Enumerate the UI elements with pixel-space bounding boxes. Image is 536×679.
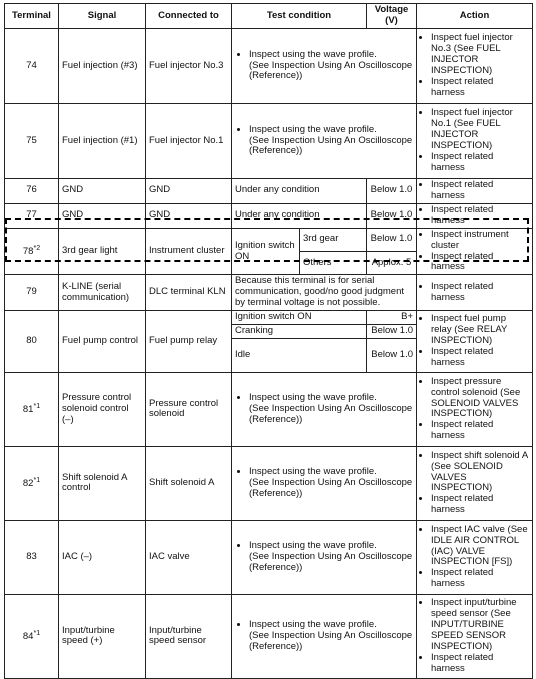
test-step: • Inspect using the wave profile. bbox=[249, 620, 413, 631]
test-condition-cell bbox=[232, 29, 417, 104]
terminal-number-cell bbox=[5, 372, 59, 446]
header-signal: Signal bbox=[59, 4, 146, 29]
connected-cell: Fuel pump relay bbox=[146, 311, 232, 373]
header-test-condition: Test condition bbox=[232, 4, 367, 29]
connected-cell: DLC terminal KLN bbox=[146, 275, 232, 311]
test-condition-cell bbox=[232, 520, 417, 594]
test-reference: (See Inspection Using An Oscilloscope (Reference)) bbox=[249, 134, 413, 157]
header-terminal: Terminal bbox=[5, 4, 59, 29]
terminal-table-container bbox=[4, 3, 532, 679]
signal-cell: Fuel injection (#3) bbox=[59, 29, 146, 104]
table-row bbox=[5, 446, 533, 520]
test-condition-cell: Ignition switch ON bbox=[232, 228, 300, 275]
terminal-table bbox=[4, 3, 533, 679]
terminal-number-cell bbox=[5, 594, 59, 678]
connected-cell: GND bbox=[146, 179, 232, 204]
test-condition-cell: Ignition switch ON bbox=[232, 311, 367, 325]
connected-cell: Shift solenoid A bbox=[146, 446, 232, 520]
connected-cell: Instrument cluster bbox=[146, 228, 232, 275]
voltage-cell: Below 1.0 bbox=[367, 325, 417, 339]
table-row bbox=[5, 372, 533, 446]
test-condition-cell bbox=[232, 594, 417, 678]
test-reference: (See Inspection Using An Oscilloscope (Reference)) bbox=[249, 630, 413, 652]
header-row bbox=[5, 4, 533, 29]
signal-cell: Input/turbine speed (+) bbox=[59, 594, 146, 678]
action-cell bbox=[417, 275, 533, 311]
connected-cell: Pressure control solenoid bbox=[146, 372, 232, 446]
terminal-footnote: *1 bbox=[33, 402, 41, 410]
terminal-number: 74 bbox=[5, 29, 59, 104]
action-item: • Inspect IAC valve (See IDLE AIR CONTROL (IAC) VALVE INSPECTION [FS]) bbox=[431, 525, 529, 569]
header-voltage: Voltage (V) bbox=[367, 4, 417, 29]
action-item: • Inspect pressure control solenoid (See SOLENOID VALVES INSPECTION) bbox=[431, 377, 529, 421]
action-cell bbox=[417, 228, 533, 275]
test-condition-cell: Cranking bbox=[232, 325, 367, 339]
connected-cell: IAC valve bbox=[146, 520, 232, 594]
signal-cell: Fuel injection (#1) bbox=[59, 104, 146, 179]
action-item: • Inspect related harness bbox=[431, 205, 529, 227]
voltage-cell: Applox. 5 bbox=[367, 252, 417, 275]
table-row bbox=[5, 311, 533, 325]
action-item: • Inspect fuel pump relay (See RELAY INSPECTION) bbox=[431, 314, 529, 347]
action-item: • Inspect related harness bbox=[431, 252, 529, 274]
table-row bbox=[5, 594, 533, 678]
action-item: • Inspect input/turbine speed sensor (See INPUT/TURBINE SPEED SENSOR INSPECTION) bbox=[431, 598, 529, 653]
connected-cell: Input/turbine speed sensor bbox=[146, 594, 232, 678]
test-condition-cell bbox=[232, 372, 417, 446]
action-item: • Inspect related harness bbox=[431, 180, 529, 202]
test-condition-cell: Under any condition bbox=[232, 203, 367, 228]
terminal-number: 78 bbox=[22, 246, 34, 258]
terminal-number: 77 bbox=[5, 203, 59, 228]
test-reference: (See Inspection Using An Oscilloscope (Reference)) bbox=[249, 551, 413, 573]
action-item: • Inspect related harness bbox=[431, 653, 529, 675]
terminal-number: 76 bbox=[5, 179, 59, 204]
voltage-cell: Below 1.0 bbox=[367, 338, 417, 372]
connected-cell: Fuel injector No.3 bbox=[146, 29, 232, 104]
test-step: • Inspect using the wave profile. bbox=[249, 50, 413, 61]
action-cell bbox=[417, 104, 533, 179]
test-step: • Inspect using the wave profile. bbox=[249, 541, 413, 552]
terminal-number: 82 bbox=[22, 478, 34, 490]
terminal-number: 79 bbox=[5, 275, 59, 311]
action-cell bbox=[417, 520, 533, 594]
action-item: • Inspect related harness bbox=[431, 568, 529, 590]
table-row bbox=[5, 104, 533, 179]
voltage-cell: B+ bbox=[367, 311, 417, 325]
test-step: • Inspect using the wave profile. bbox=[249, 125, 413, 136]
signal-cell: GND bbox=[59, 203, 146, 228]
signal-cell: 3rd gear light bbox=[59, 228, 146, 275]
terminal-footnote: *1 bbox=[33, 629, 41, 637]
action-item: • Inspect related harness bbox=[431, 494, 529, 516]
action-item: • Inspect related harness bbox=[431, 347, 529, 369]
test-subcondition-cell: Others bbox=[300, 252, 367, 275]
table-row bbox=[5, 29, 533, 104]
test-step: • Inspect using the wave profile. bbox=[249, 467, 413, 478]
voltage-cell: Below 1.0 bbox=[367, 179, 417, 204]
test-reference: (See Inspection Using An Oscilloscope (Reference)) bbox=[249, 477, 413, 499]
terminal-footnote: *2 bbox=[33, 244, 41, 252]
terminal-number: 84 bbox=[22, 631, 34, 643]
table-row bbox=[5, 179, 533, 204]
header-connected-to: Connected to bbox=[146, 4, 232, 29]
test-reference: (See Inspection Using An Oscilloscope (Reference)) bbox=[249, 403, 413, 425]
action-item: • Inspect instrument cluster bbox=[431, 230, 529, 252]
terminal-number-cell bbox=[5, 446, 59, 520]
test-condition-cell: Because this terminal is for serial communication, good/no good judgment by terminal voltage is not possible. bbox=[232, 275, 417, 311]
table-row bbox=[5, 203, 533, 228]
action-item: • Inspect related harness bbox=[431, 152, 529, 174]
voltage-cell: Below 1.0 bbox=[367, 228, 417, 251]
action-cell bbox=[417, 29, 533, 104]
action-item: • Inspect related harness bbox=[431, 282, 529, 304]
action-cell bbox=[417, 203, 533, 228]
signal-cell: GND bbox=[59, 179, 146, 204]
test-condition-cell: Under any condition bbox=[232, 179, 367, 204]
test-reference: (See Inspection Using An Oscilloscope (Reference)) bbox=[249, 59, 413, 82]
action-cell bbox=[417, 594, 533, 678]
terminal-footnote: *1 bbox=[33, 476, 41, 484]
connected-cell: GND bbox=[146, 203, 232, 228]
table-row bbox=[5, 520, 533, 594]
action-item: • Inspect shift solenoid A (See SOLENOID VALVES INSPECTION) bbox=[431, 451, 529, 495]
terminal-number: 80 bbox=[5, 311, 59, 373]
test-condition-cell bbox=[232, 446, 417, 520]
test-subcondition-cell: 3rd gear bbox=[300, 228, 367, 251]
action-cell bbox=[417, 372, 533, 446]
voltage-cell: Below 1.0 bbox=[367, 203, 417, 228]
terminal-number: 75 bbox=[5, 104, 59, 179]
terminal-number-cell bbox=[5, 228, 59, 275]
action-cell bbox=[417, 179, 533, 204]
signal-cell: K-LINE (serial communication) bbox=[59, 275, 146, 311]
test-condition-cell bbox=[232, 104, 417, 179]
header-action: Action bbox=[417, 4, 533, 29]
signal-cell: Shift solenoid A control bbox=[59, 446, 146, 520]
test-condition-cell: Idle bbox=[232, 338, 367, 372]
connected-cell: Fuel injector No.1 bbox=[146, 104, 232, 179]
signal-cell: IAC (–) bbox=[59, 520, 146, 594]
action-item: • Inspect fuel injector No.1 (See FUEL INJECTOR INSPECTION) bbox=[431, 108, 529, 152]
table-row bbox=[5, 275, 533, 311]
signal-cell: Pressure control solenoid control (–) bbox=[59, 372, 146, 446]
test-step: • Inspect using the wave profile. bbox=[249, 393, 413, 404]
signal-cell: Fuel pump control bbox=[59, 311, 146, 373]
terminal-number: 83 bbox=[5, 520, 59, 594]
action-item: • Inspect related harness bbox=[431, 77, 529, 99]
table-row bbox=[5, 228, 533, 251]
action-item: • Inspect related harness bbox=[431, 420, 529, 442]
action-item: • Inspect fuel injector No.3 (See FUEL INJECTOR INSPECTION) bbox=[431, 33, 529, 77]
action-cell bbox=[417, 311, 533, 373]
terminal-number: 81 bbox=[22, 404, 34, 416]
action-cell bbox=[417, 446, 533, 520]
